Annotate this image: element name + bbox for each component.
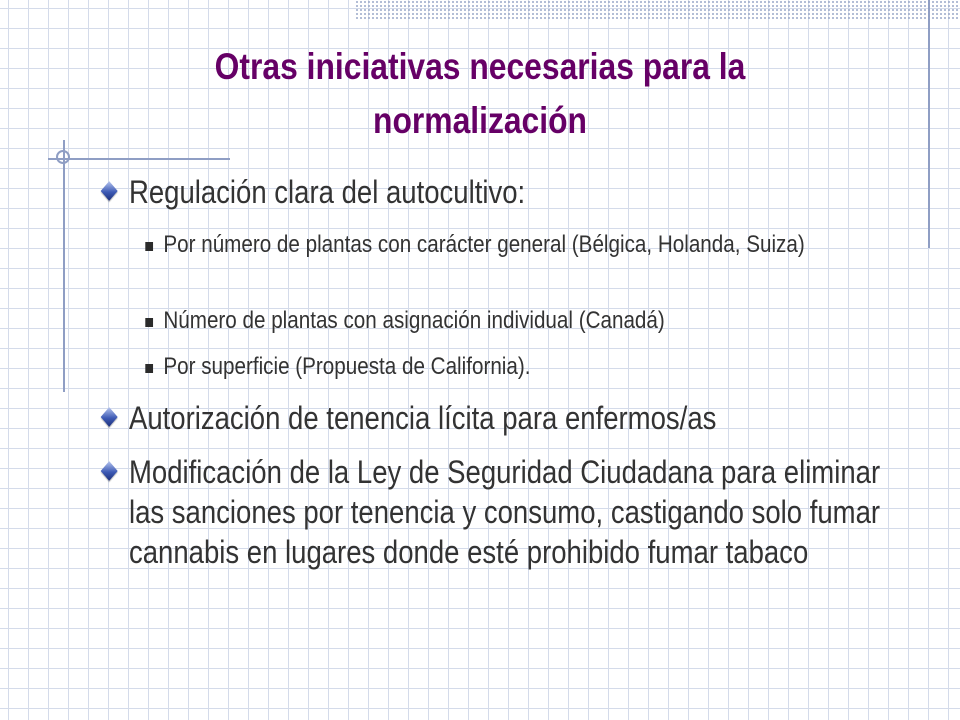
square-bullet-icon	[145, 364, 153, 373]
decorative-vertical-line-left	[63, 140, 65, 392]
square-bullet-icon	[145, 318, 153, 327]
slide-body	[98, 172, 918, 622]
sub-bullet-text: Número de plantas con asignación individual (Canadá)	[163, 307, 665, 334]
bullet-item	[98, 172, 886, 220]
decorative-vertical-line-right	[928, 0, 930, 248]
decorative-horizontal-line-left	[48, 158, 230, 160]
corner-dot-pattern	[355, 0, 960, 20]
sub-bullet-text: Por superficie (Propuesta de California).	[163, 353, 531, 380]
diamond-bullet-icon	[101, 461, 118, 481]
bullet-text: Regulación clara del autocultivo:	[128, 174, 526, 210]
sub-bullet-item	[98, 352, 920, 390]
decorative-circle-icon	[56, 150, 70, 164]
diamond-bullet-icon	[101, 407, 118, 427]
sub-bullet-item	[98, 306, 920, 344]
slide-title: Otras iniciativas necesarias para la normalización	[214, 46, 746, 141]
square-bullet-icon	[145, 242, 153, 251]
sub-bullet-text: Por número de plantas con carácter general (Bélgica, Holanda, Suiza)	[163, 231, 805, 258]
diamond-bullet-icon	[101, 181, 118, 201]
bullet-text: Autorización de tenencia lícita para enfermos/as	[128, 400, 717, 436]
bullet-item	[98, 398, 886, 444]
bullet-text: Modificación de la Ley de Seguridad Ciudadana para eliminar las sanciones por tenencia y consumo, castigando solo fumar cannabis en lugares donde esté prohibido fumar tabaco	[128, 454, 881, 570]
bullet-item	[98, 452, 886, 622]
sub-bullet-item	[98, 230, 920, 296]
